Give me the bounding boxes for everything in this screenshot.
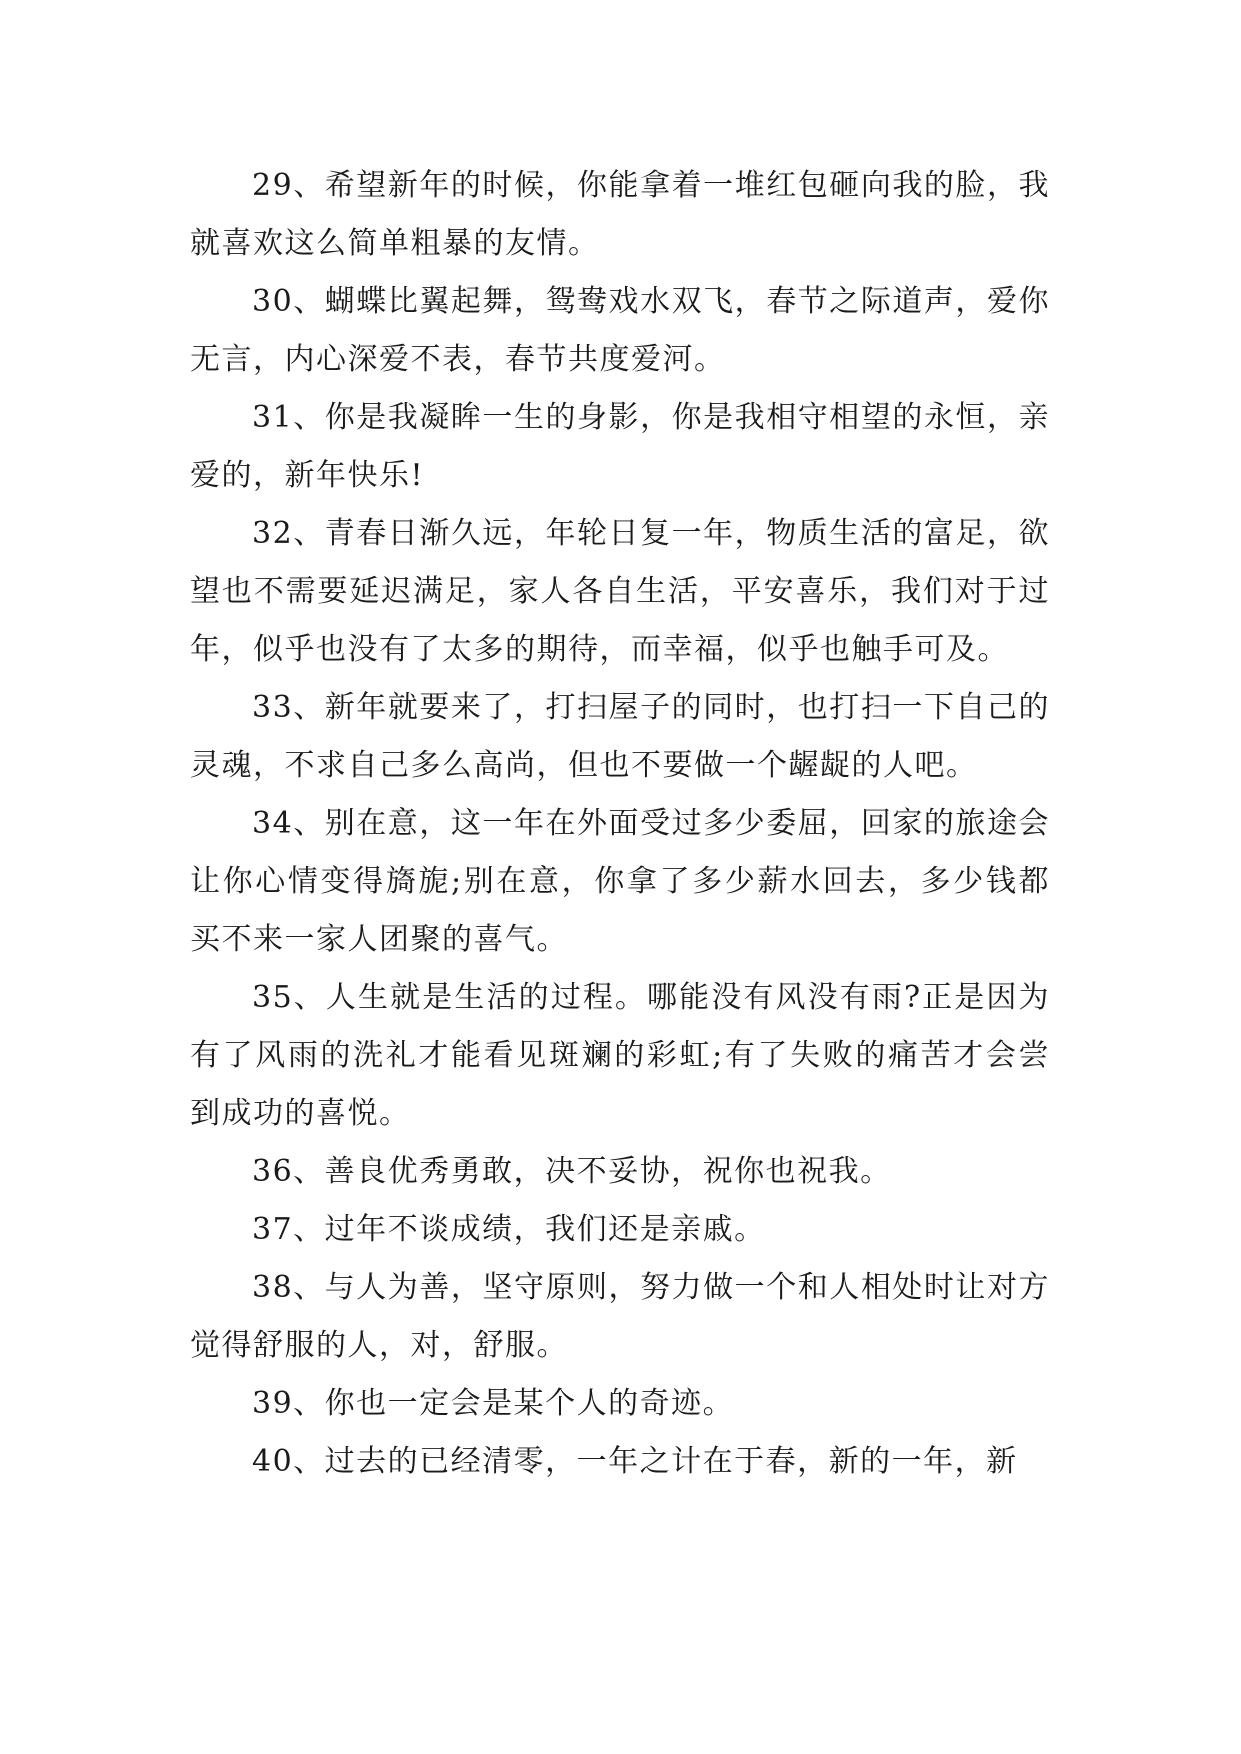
paragraph-35: 35、人生就是生活的过程。哪能没有风没有雨?正是因为有了风雨的洗礼才能看见斑斓的彩虹;有了失败的痛苦才会尝到成功的喜悦。 bbox=[190, 980, 1050, 1131]
paragraph-32: 32、青春日渐久远，年轮日复一年，物质生活的富足，欲望也不需要延迟满足，家人各自生活，平安喜乐，我们对于过年，似乎也没有了太多的期待，而幸福，似乎也触手可及。 bbox=[190, 516, 1050, 667]
paragraph-33: 33、新年就要来了，打扫屋子的同时，也打扫一下自己的灵魂，不求自己多么高尚，但也不要做一个龌龊的人吧。 bbox=[190, 690, 1050, 783]
paragraph-40: 40、过去的已经清零，一年之计在于春，新的一年，新 bbox=[252, 1444, 1018, 1479]
paragraph-37: 37、过年不谈成绩，我们还是亲戚。 bbox=[252, 1212, 766, 1247]
paragraph-34: 34、别在意，这一年在外面受过多少委屈，回家的旅途会让你心情变得旖旎;别在意，你拿了多少薪水回去，多少钱都买不来一家人团聚的喜气。 bbox=[190, 806, 1050, 957]
paragraph-39: 39、你也一定会是某个人的奇迹。 bbox=[252, 1386, 735, 1421]
paragraph-29: 29、希望新年的时候，你能拿着一堆红包砸向我的脸，我就喜欢这么简单粗暴的友情。 bbox=[190, 168, 1050, 261]
paragraph-30: 30、蝴蝶比翼起舞，鸳鸯戏水双飞，春节之际道声，爱你无言，内心深爱不表，春节共度爱河。 bbox=[190, 284, 1050, 377]
paragraph-36: 36、善良优秀勇敢，决不妥协，祝你也祝我。 bbox=[252, 1154, 892, 1189]
document-body bbox=[190, 157, 1050, 1491]
paragraph-31: 31、你是我凝眸一生的身影，你是我相守相望的永恒，亲爱的，新年快乐! bbox=[190, 400, 1050, 493]
paragraph-38: 38、与人为善，坚守原则，努力做一个和人相处时让对方觉得舒服的人，对，舒服。 bbox=[190, 1270, 1050, 1363]
